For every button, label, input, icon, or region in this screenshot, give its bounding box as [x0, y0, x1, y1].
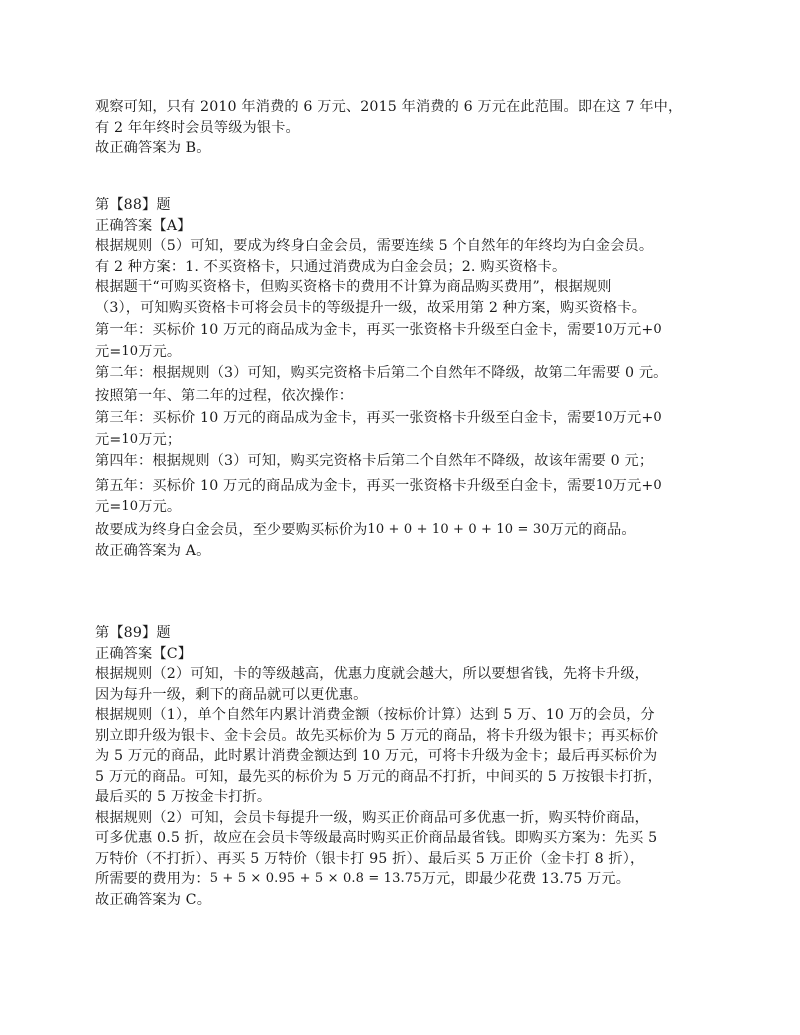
year1-unit: 元= [95, 343, 122, 360]
question-88-title: 第【88】题 [95, 197, 171, 213]
question-89-section [95, 623, 720, 910]
cost-line [95, 869, 720, 890]
explanation-line: 根据规则（2）可知，会员卡每提升一级，购买正价商品可多优惠一折，购买特价商品， [95, 809, 650, 826]
explanation-line: （3），可知购买资格卡可将会员卡的等级提升一级，故采用第 2 种方案，购买资格卡。 [95, 299, 647, 316]
year4-line: 第四年：根据规则（3）可知，购买完资格卡后第二个自然年不降级，故该年需要 0 元； [95, 453, 654, 469]
year5-line-cont [95, 497, 720, 518]
year3-line [95, 406, 720, 430]
math-expression: 0 [653, 322, 662, 337]
math-expression: 10 [595, 322, 613, 337]
explanation-line: 为 5 万元的商品，此时累计消费金额达到 10 万元，可将卡升级为金卡；最后再买标价为 [95, 748, 658, 764]
math-expression: 10 [121, 343, 139, 359]
math-expression: 0 [653, 477, 662, 493]
intro-conclusion: 故正确答案为 B。 [95, 140, 211, 156]
year5-unit: 万元。 [138, 499, 182, 515]
math-expression: 10 + 0 + 10 + 0 + 10 = 30 [367, 521, 550, 537]
question-88-conclusion: 故正确答案为 A。 [95, 543, 211, 559]
math-expression: 10 [121, 431, 139, 447]
summary-text: 万元的商品。 [549, 521, 636, 538]
math-expression: 10 [121, 499, 139, 514]
question-89-title: 第【89】题 [95, 625, 171, 641]
intro-line: 有 2 年年终时会员等级为银卡。 [95, 119, 300, 136]
summary-line [95, 518, 720, 542]
explanation-line: 根据题干“可购买资格卡，但购买资格卡的费用不计算为商品购买费用”，根据规则 [95, 279, 612, 295]
explanation-line: 5 万元的商品。可知，最先买的标价为 5 万元的商品不打折，中间买的 5 万按银卡打折， [95, 768, 662, 785]
year3-text: 第三年：买标价 10 万元的商品成为金卡，再买一张资格卡升级至白金卡，需要 [95, 410, 596, 426]
explanation-line: 根据规则（1），单个自然年内累计消费金额（按标价计算）达到 5 万、10 万的会员，分 [95, 707, 655, 723]
year5-line [95, 474, 720, 498]
question-89-answer: 正确答案【C】 [95, 645, 193, 662]
explanation-line: 可多优惠 0.5 折，故应在会员卡等级最高时购买正价商品最省钱。即购买方案为：先买 5 [95, 830, 658, 846]
year5-unit: 元= [95, 499, 122, 515]
year3-line-cont [95, 430, 720, 451]
math-expression: 5 + 5 × 0.95 + 5 × 0.8 = 13.75 [209, 871, 422, 886]
year3-unit: 万元； [138, 431, 182, 448]
explanation-line: 有 2 种方案：1. 不买资格卡，只通过消费成为白金会员；2. 购买资格卡。 [95, 258, 567, 275]
explanation-line: 根据规则（2）可知，卡的等级越高，优惠力度就会越大，所以要想省钱，先将卡升级， [95, 666, 650, 682]
explanation-line: 因为每升一级，剩下的商品就可以更优惠。 [95, 686, 368, 703]
repeat-line: 按照第一年、第二年的过程，依次操作： [95, 387, 354, 404]
cost-text: 所需要的费用为： [95, 871, 210, 887]
explanation-line: 根据规则（5）可知，要成为终身白金会员，需要连续 5 个自然年的年终均为白金会员。 [95, 238, 654, 254]
year1-text: 第一年：买标价 10 万元的商品成为金卡，再买一张资格卡升级至白金卡，需要 [95, 322, 596, 338]
year2-line: 第二年：根据规则（3）可知，购买完资格卡后第二个自然年不降级，故第二年需要 0 元。 [95, 365, 668, 381]
math-expression: 10 [595, 410, 613, 425]
intro-section [95, 97, 720, 159]
math-expression: 0 [653, 410, 662, 425]
explanation-line: 最后买的 5 万按金卡打折。 [95, 789, 272, 805]
question-89-conclusion: 故正确答案为 C。 [95, 891, 212, 908]
year3-unit: 万元+ [612, 410, 654, 426]
year1-unit: 万元。 [138, 343, 182, 360]
cost-text: 万元，即最少花费 13.75 万元。 [421, 871, 631, 887]
year3-unit: 元= [95, 431, 122, 448]
year1-line [95, 318, 720, 342]
explanation-line: 万特价（不打折）、再买 5 万特价（银卡打 95 折）、最后买 5 万正价（金卡打 8 折）， [95, 850, 645, 867]
year1-unit: 万元+ [612, 322, 654, 338]
question-88-section [95, 195, 720, 562]
year5-unit: 万元+ [612, 477, 654, 494]
question-88-answer: 正确答案【A】 [95, 217, 192, 234]
explanation-line: 别立即升级为银卡、金卡会员。故先买标价为 5 万元的商品，将卡升级为银卡；再买标价 [95, 727, 659, 744]
year5-text: 第五年：买标价 10 万元的商品成为金卡，再买一张资格卡升级至白金卡，需要 [95, 477, 596, 494]
summary-text: 故要成为终身白金会员，至少要购买标价为 [95, 521, 368, 538]
math-expression: 10 [595, 477, 613, 493]
intro-line: 观察可知，只有 2010 年消费的 6 万元、2015 年消费的 6 万元在此范围。即在这 7 年中， [95, 99, 683, 115]
year1-line-cont [95, 342, 720, 363]
